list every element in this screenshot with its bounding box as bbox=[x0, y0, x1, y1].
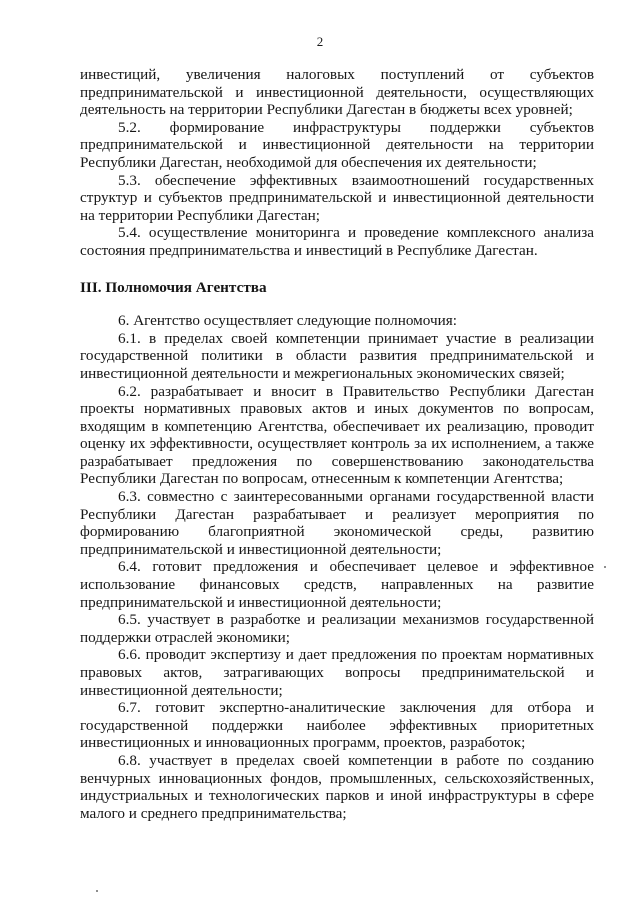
paragraphs-before-heading bbox=[80, 66, 594, 260]
paragraph-before-3: 5.3. обеспечение эффективных взаимоотношений государственных структур и субъектов предпринимательской и инвестиционной деятельности на территории Республики Дагестан; bbox=[80, 171, 594, 224]
scan-speck bbox=[604, 566, 606, 568]
paragraph-before-4: 5.4. осуществление мониторинга и проведение комплексного анализа состояния предпринимательства и инвестиций в Республике Дагестан. bbox=[80, 224, 594, 259]
paragraph-after-5: 6.4. готовит предложения и обеспечивает целевое и эффективное использование финансовых средств, направленных на развитие предпринимательской и инвестиционной деятельности; bbox=[80, 558, 594, 611]
paragraph-after-9: 6.8. участвует в пределах своей компетенции в работе по созданию венчурных инновационных фондов, промышленных, сельскохозяйственных, индустриальных и технологических парков и иной инфраструктуры в сфере малого и среднего предпринимательства; bbox=[80, 751, 594, 822]
paragraph-after-7: 6.6. проводит экспертизу и дает предложения по проектам нормативных правовых актов, затрагивающих вопросы предпринимательской и инвестиционной деятельности; bbox=[80, 646, 594, 699]
paragraph-after-4: 6.3. совместно с заинтересованными органами государственной власти Республики Дагестан разрабатывает и реализует мероприятия по формированию благоприятной экономической среды, развитию предпринимательской и инвестиционной деятельности; bbox=[80, 488, 594, 558]
paragraph-after-8: 6.7. готовит экспертно-аналитические заключения для отбора и государственной поддержки наиболее эффективных приоритетных инвестиционных и инновационных программ, проектов, разработок; bbox=[80, 699, 594, 752]
paragraph-after-2: 6.1. в пределах своей компетенции принимает участие в реализации государственной политики в области развития предпринимательской и инвестиционной деятельности и межрегиональных экономических связей; bbox=[80, 329, 594, 382]
paragraph-after-6: 6.5. участвует в разработке и реализации механизмов государственной поддержки отраслей экономики; bbox=[80, 611, 594, 646]
section-heading: III. Полномочия Агентства bbox=[80, 278, 267, 296]
page-number: 2 bbox=[316, 34, 324, 49]
paragraph-before-1: инвестиций, увеличения налоговых поступлений от субъектов предпринимательской и инвестиционной деятельности, осуществляющих деятельность на территории Республики Дагестан в бюджеты всех уровней; bbox=[80, 66, 594, 119]
scan-speck bbox=[96, 890, 98, 892]
paragraph-before-2: 5.2. формирование инфраструктуры поддержки субъектов предпринимательской и инвестиционной деятельности на территории Республики Дагестан, необходимой для обеспечения их деятельности; bbox=[80, 118, 594, 171]
paragraph-after-1: 6. Агентство осуществляет следующие полномочия: bbox=[118, 312, 457, 330]
document-body bbox=[80, 66, 594, 822]
paragraph-after-3: 6.2. разрабатывает и вносит в Правительство Республики Дагестан проекты нормативных правовых актов и иных документов по вопросам, входящим в компетенцию Агентства, обеспечивает их реализацию, проводит оценку их эффективности, осуществляет контроль за их исполнением, а также разрабатывает предложения по совершенствованию законодательства Республики Дагестан по вопросам, отнесенным к компетенции Агентства; bbox=[80, 382, 594, 488]
paragraphs-after-heading bbox=[80, 312, 594, 822]
